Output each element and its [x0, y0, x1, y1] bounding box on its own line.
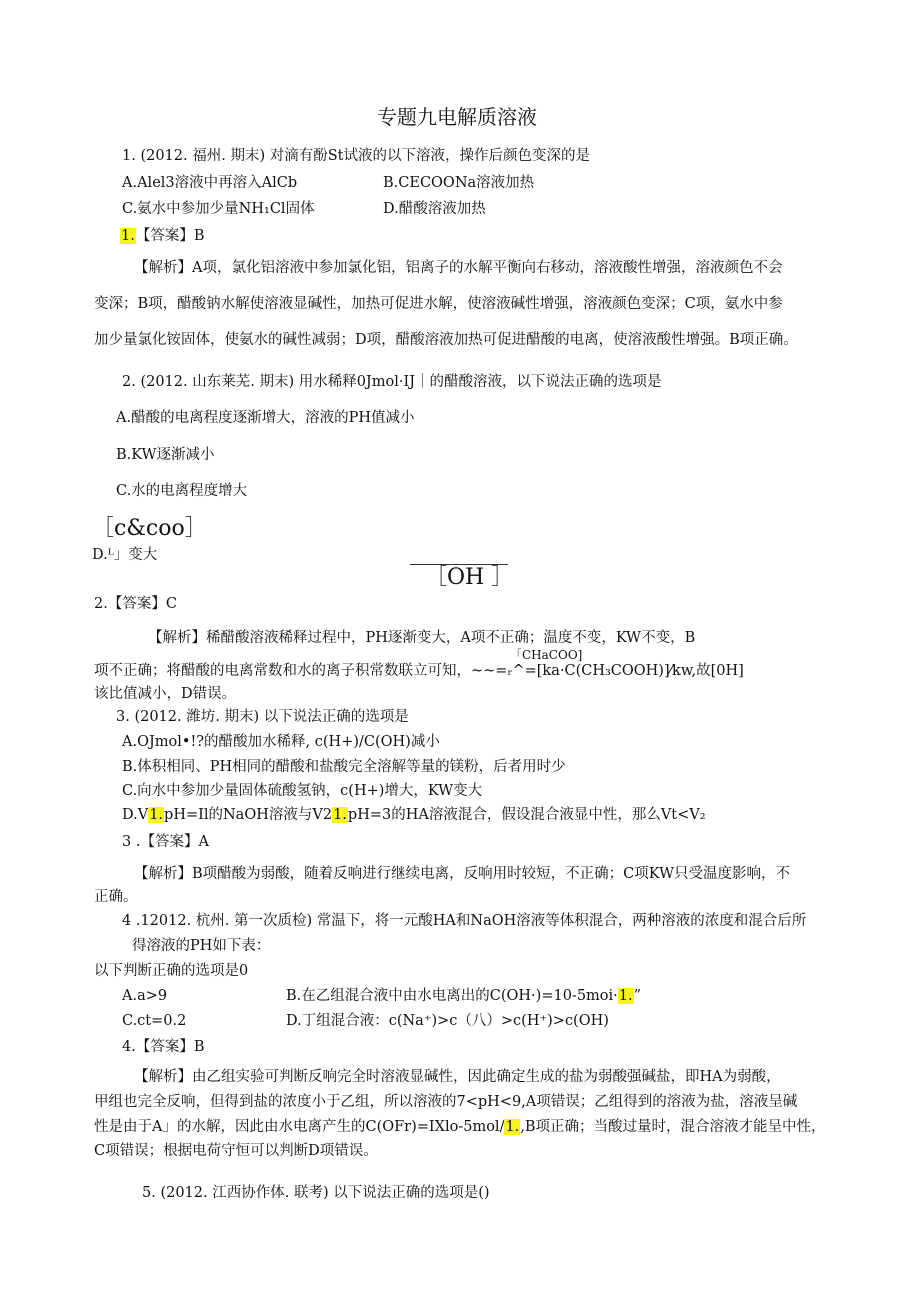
q4-explanation-line3-part1: 性是由于A」的水解，因此由水电离产生的C(OFr)=IXlo-5mol/ — [94, 1119, 505, 1135]
q4-answer: 4.【答案】B — [122, 1039, 205, 1055]
q2-explanation-line2: 项不正确；将醋酸的电离常数和水的离子积常数联立可知，~~=ᵣ^=[ka·C(CH₃COOH)]⁄kw,故[0H] — [94, 663, 744, 679]
q2-stem: 2. (2012. 山东莱芜. 期末) 用水稀释0Jmol·IJ｜的醋酸溶液，以下说法正确的选项是 — [122, 374, 662, 390]
q3-option-d-subscript: 2 — [322, 807, 333, 823]
q3-option-d-highlight2: 1. — [333, 807, 347, 823]
q1-option-b: B.CECOONa溶液加热 — [383, 175, 535, 191]
q4-explanation-line2: 甲组也完全反响，但得到盐的浓度小于乙组，所以溶液的7<pH<9,A项错误；乙组得到的溶液为盐，溶液呈碱 — [94, 1094, 798, 1110]
q1-option-a: A.Alel3溶液中再溶入AlCb — [122, 175, 298, 191]
q4-option-b-part2: ” — [633, 988, 642, 1004]
q1-option-d: D.醋酸溶液加热 — [383, 201, 486, 217]
q4-stem-line2: 得溶液的PH如下表： — [132, 938, 271, 954]
q2-explanation-fraction-top: 「CHaCOO] — [510, 648, 583, 662]
q2-option-c: C.水的电离程度增大 — [116, 483, 248, 499]
q1-answer-text: 【答案】B — [135, 228, 205, 244]
q1-explanation-line3: 加少量氯化铵固体，使氨水的碱性减弱；D项，醋酸溶液加热可促进醋酸的电离，使溶液酸性增强。B项正确。 — [94, 332, 798, 348]
q2-option-b: B.KW逐渐减小 — [116, 447, 215, 463]
q4-option-d: D.丁组混合液：c(Na⁺)>c（八）>c(H⁺)>c(OH) — [286, 1013, 609, 1029]
q4-option-b — [286, 986, 641, 1006]
q4-option-a: A.a>9 — [122, 988, 168, 1004]
q1-stem: 1. (2012. 福州. 期末) 对滴有酚St试液的以下溶液，操作后颜色变深的是 — [122, 148, 590, 164]
q2-option-d-numerator: ［c&coo］ — [92, 516, 207, 541]
q1-explanation-line1: 【解析】A项，氯化铝溶液中参加氯化铝，铝离子的水解平衡向右移动，溶液酸性增强，溶液颜色不会 — [134, 260, 783, 276]
q3-explanation-line2: 正确。 — [94, 889, 138, 905]
q4-explanation-line1: 【解析】由乙组实验可判断反响完全时溶液显碱性，因此确定生成的盐为弱酸强碱盐，即HA为弱酸， — [134, 1069, 781, 1085]
q3-option-a: A.OJmol•!?的醋酸加水稀释, c(H+)/C(OH)减小 — [122, 734, 440, 750]
q4-option-c: C.ct=0.2 — [122, 1013, 187, 1029]
q3-answer: 3 .【答案】A — [122, 834, 209, 850]
q4-option-b-part1: B.在乙组混合液中由水电离出的C(OH·)=10-5moi· — [286, 988, 618, 1004]
q4-explanation-line3-part2: ,B项正确；当酸过量时，混合溶液才能呈中性， — [520, 1119, 826, 1135]
page-title: 专题九电解质溶液 — [377, 105, 537, 129]
q4-stem-line1: 4 .12012. 杭州. 第一次质检) 常温下，将一元酸HA和NaOH溶液等体积混合，两种溶液的浓度和混合后所 — [122, 913, 807, 929]
q2-option-d-label: D.ᴸ」变大 — [92, 547, 158, 563]
q3-option-d-part2: pH=Il的NaOH溶液与V — [164, 807, 323, 823]
q3-explanation-line1: 【解析】B项醋酸为弱酸，随着反响进行继续电离，反响用时较短，不正确；C项KW只受温度影响，不 — [134, 866, 790, 882]
q5-stem: 5. (2012. 江西协作体. 联考) 以下说法正确的选项是() — [142, 1185, 490, 1201]
q3-option-d-part1: D.V — [122, 807, 149, 823]
q3-option-d — [122, 805, 706, 825]
q3-option-d-part3: pH=3的HA溶液混合，假设混合液显中性，那么Vt<V₂ — [347, 807, 706, 823]
q4-explanation-line4: C项错误；根据电荷守恒可以判断D项错误。 — [94, 1143, 378, 1159]
q4-option-b-highlight: 1. — [618, 988, 633, 1004]
q3-option-c: C.向水中参加少量固体硫酸氢钠，c(H+)增大，KW变大 — [122, 783, 483, 799]
q1-answer — [120, 226, 205, 246]
q4-explanation-line3 — [94, 1117, 826, 1137]
q2-option-a: A.醋酸的电离程度逐渐增大，溶液的PH值减小 — [116, 410, 415, 426]
q1-answer-number: 1. — [121, 228, 135, 244]
q2-answer: 2.【答案】C — [94, 596, 177, 612]
q2-option-d-denominator: ［OH ］ — [425, 565, 514, 590]
q3-option-d-highlight1: 1. — [149, 807, 164, 823]
q2-explanation-line3: 该比值减小，D错误。 — [94, 686, 237, 702]
q1-option-c: C.氨水中参加少量NH₁Cl固体 — [122, 201, 315, 217]
q2-explanation-line1: 【解析】稀醋酸溶液稀释过程中，PH逐渐变大，A项不正确；温度不变，KW不变，B — [148, 630, 696, 646]
q3-option-b: B.体积相同、PH相同的醋酸和盐酸完全溶解等量的镁粉，后者用时少 — [122, 759, 566, 775]
q4-explanation-highlight: 1. — [505, 1119, 520, 1135]
q3-stem: 3. (2012. 潍坊. 期末) 以下说法正确的选项是 — [116, 709, 409, 725]
q1-explanation-line2: 变深；B项，醋酸钠水解使溶液显碱性，加热可促进水解，使溶液碱性增强，溶液颜色变深；C项，氨水中参 — [94, 296, 783, 312]
q4-stem-line3: 以下判断正确的选项是0 — [94, 963, 249, 979]
